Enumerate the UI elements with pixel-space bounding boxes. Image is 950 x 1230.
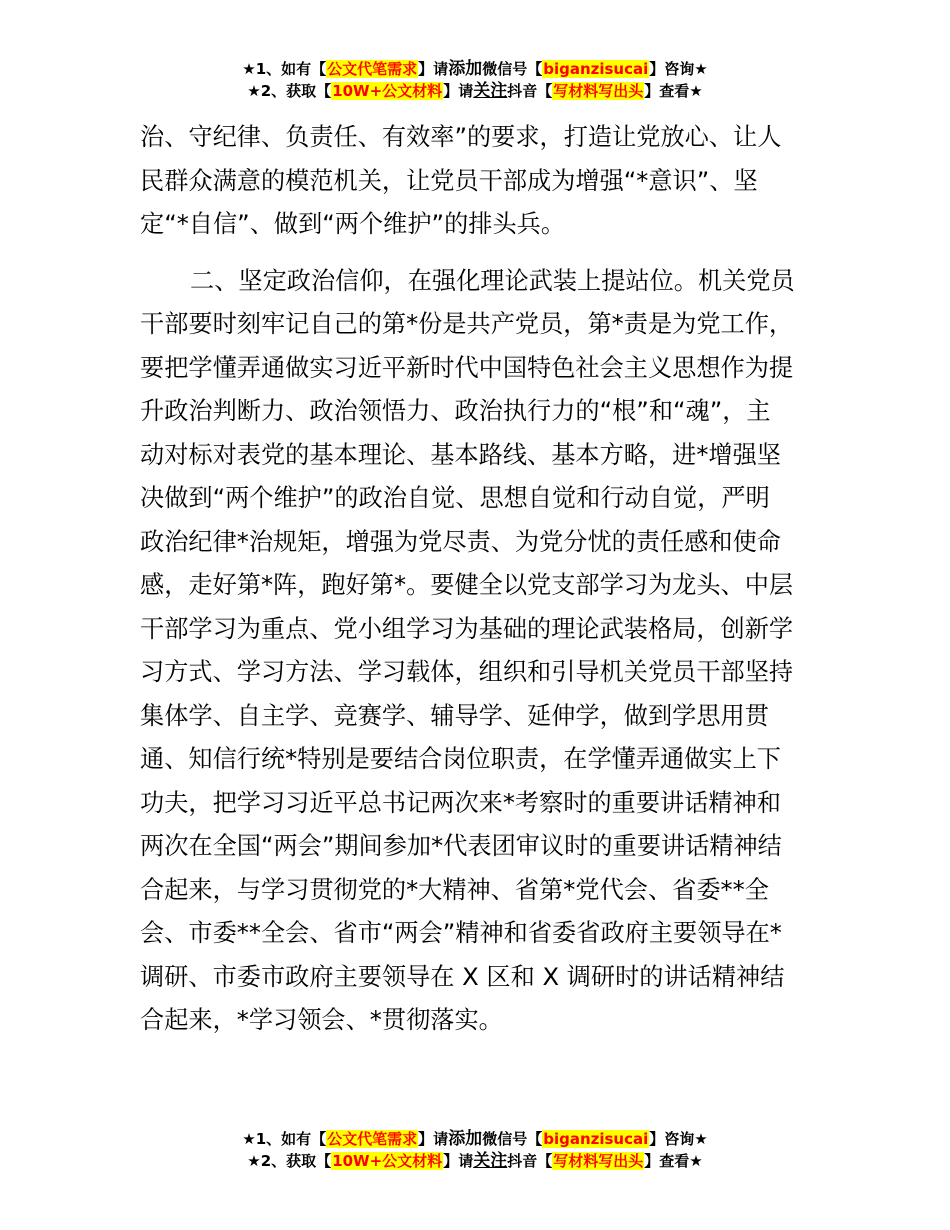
highlight-ghostwriting: 公文代笔需求	[327, 60, 418, 78]
text-line: 干部要时刻牢记自己的第*份是共产党员，第*责是为党工作，	[140, 310, 794, 338]
header-banner-line-1	[0, 58, 950, 80]
text-line: 通、知信行统*特别是要结合岗位职责，在学懂弄通做实上下	[140, 745, 781, 773]
text-line: 合起来，与学习贯彻党的*大精神、省第*党代会、省委**全	[140, 875, 769, 904]
text-line: 二、坚定政治信仰，在强化理论武装上提站位。机关党员	[190, 266, 795, 295]
text-line: 决做到“两个维护”的政治自觉、思想自觉和行动自觉，严明	[140, 484, 770, 512]
banner-text: ★1、如有【	[242, 60, 327, 78]
highlight-materials: 10W+公文材料	[332, 1152, 443, 1170]
text-line: 要把学懂弄通做实习近平新时代中国特色社会主义思想作为提	[140, 353, 794, 382]
text-line: 定“*自信”、做到“两个维护”的排头兵。	[140, 210, 566, 238]
header-banner	[0, 58, 950, 102]
footer-banner	[0, 1128, 950, 1172]
banner-text: ★2、获取【	[247, 82, 332, 100]
text-line: 升政治判断力、政治领悟力、政治执行力的“根”和“魂”，主	[140, 397, 771, 425]
text-line: 治、守纪律、负责任、有效率”的要求，打造让党放心、让人	[140, 123, 782, 151]
banner-text: 】咨询★	[649, 60, 708, 78]
highlight-wechat-id: biganzisucai	[543, 60, 649, 78]
paragraph-1	[140, 116, 812, 247]
text-line: 功夫，把学习习近平总书记两次来*考察时的重要讲话精神和	[140, 788, 781, 817]
banner-text: 抖音【	[507, 82, 553, 100]
text-line: 干部学习为重点、党小组学习为基础的理论武装格局，创新学	[140, 614, 794, 643]
banner-text: 】咨询★	[649, 1130, 708, 1148]
text-line: 习方式、学习方法、学习载体，组织和引导机关党员干部坚持	[140, 658, 794, 686]
highlight-douyin-account: 写材料写出头	[553, 1152, 644, 1170]
footer-banner-line-2	[0, 1150, 950, 1172]
banner-text: 抖音【	[507, 1152, 553, 1170]
text-line: 感，走好第*阵，跑好第*。要健全以党支部学习为龙头、中层	[140, 571, 794, 599]
banner-emphasis: 关注	[473, 1151, 508, 1171]
banner-text: 】请	[418, 60, 449, 78]
text-line: 合起来，*学习领会、*贯彻落实。	[140, 1006, 503, 1034]
banner-text: 】请	[418, 1130, 449, 1148]
text-line: 调研、市委市政府主要领导在 X 区和 X 调研时的讲话精神结	[140, 962, 785, 991]
highlight-ghostwriting: 公文代笔需求	[327, 1130, 418, 1148]
banner-text: 】查看★	[644, 82, 703, 100]
highlight-douyin-account: 写材料写出头	[553, 82, 644, 100]
text-line: 会、市委**全会、省市“两会”精神和省委省政府主要领导在*	[140, 919, 782, 947]
banner-emphasis: 添加	[448, 59, 483, 79]
banner-text: 】查看★	[644, 1152, 703, 1170]
text-line: 集体学、自主学、竞赛学、辅导学、延伸学，做到学思用贯	[140, 701, 769, 730]
banner-text: ★2、获取【	[247, 1152, 332, 1170]
footer-banner-line-1	[0, 1128, 950, 1150]
text-line: 政治纪律*治规矩，增强为党尽责、为党分忧的责任感和使命	[140, 527, 781, 556]
banner-text: 】请	[443, 1152, 474, 1170]
text-line: 两次在全国“两会”期间参加*代表团审议时的重要讲话精神结	[140, 832, 782, 860]
highlight-materials: 10W+公文材料	[332, 82, 443, 100]
header-banner-line-2	[0, 80, 950, 102]
text-line: 动对标对表党的基本理论、基本路线、基本方略，进*增强坚	[140, 440, 781, 469]
banner-text: 微信号【	[482, 1130, 543, 1148]
paragraph-2	[140, 260, 812, 1043]
banner-emphasis: 添加	[448, 1129, 483, 1149]
banner-text: 】请	[443, 82, 474, 100]
banner-emphasis: 关注	[473, 81, 508, 101]
document-body	[140, 116, 812, 1043]
banner-text: ★1、如有【	[242, 1130, 327, 1148]
text-line: 民群众满意的模范机关，让党员干部成为增强“*意识”、坚	[140, 166, 758, 195]
banner-text: 微信号【	[482, 60, 543, 78]
highlight-wechat-id: biganzisucai	[543, 1130, 649, 1148]
